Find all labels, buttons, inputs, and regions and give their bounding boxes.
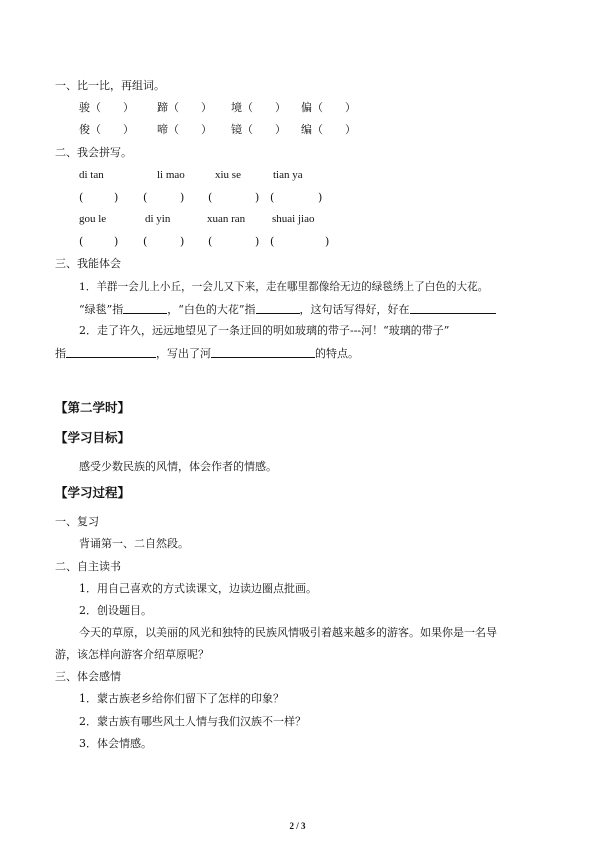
- lesson-title: 【第二学时】: [55, 400, 131, 415]
- pinyin-item: gou le: [79, 213, 107, 225]
- fill-label: “绿毯”指: [79, 303, 124, 316]
- answer-bracket-close: ): [255, 191, 260, 204]
- fill-label: ，“白色的大花”指: [167, 303, 256, 316]
- pinyin-item: tian ya: [273, 169, 303, 181]
- word-pair-item: 偏（ ）: [301, 101, 356, 114]
- paragraph-text: 今天的草原，以美丽的风光和独特的民族风情吸引着越来越多的游客。如果你是一名导: [79, 626, 497, 639]
- answer-bracket-close: ): [114, 191, 119, 204]
- goal-title: 【学习目标】: [55, 430, 131, 445]
- question-text: 1．羊群一会儿上小丘，一会儿又下来，走在哪里都像给无边的绿毯绣上了白色的大花。: [79, 281, 489, 293]
- step-heading: 二、自主读书: [55, 560, 121, 573]
- answer-bracket-open: (: [270, 235, 275, 248]
- answer-bracket-open: (: [208, 191, 213, 204]
- process-title: 【学习过程】: [55, 485, 131, 500]
- answer-bracket-open: (: [79, 191, 84, 204]
- answer-blank[interactable]: [66, 346, 156, 358]
- step-heading: 三、体会感情: [55, 670, 121, 683]
- answer-bracket-open: (: [143, 191, 148, 204]
- answer-bracket-close: ): [325, 235, 330, 248]
- word-pair-item: 镜（ ）: [231, 123, 286, 136]
- page-number: 2 / 3: [289, 821, 306, 831]
- step-item: 3．体会情感。: [79, 737, 152, 750]
- answer-bracket-open: (: [270, 191, 275, 204]
- step-heading: 一、复习: [55, 515, 99, 528]
- answer-blank[interactable]: [256, 302, 300, 314]
- answer-blank[interactable]: [123, 302, 167, 314]
- word-pair-item: 俊（ ）: [79, 123, 134, 136]
- answer-bracket-open: (: [208, 235, 213, 248]
- pinyin-item: shuai jiao: [272, 213, 315, 225]
- answer-blank[interactable]: [410, 302, 496, 314]
- word-pair-item: 境（ ）: [231, 101, 286, 114]
- paragraph-text: 游，该怎样向游客介绍草原呢？: [55, 648, 209, 661]
- answer-bracket-close: ): [255, 235, 260, 248]
- answer-bracket-close: ): [180, 235, 185, 248]
- question-fill-line: [79, 302, 496, 317]
- fill-label: 的特点。: [315, 347, 359, 360]
- step-text: 背诵第一、二自然段。: [79, 537, 189, 550]
- step-item: 1．蒙古族老乡给你们留下了怎样的印象？: [79, 692, 284, 705]
- word-pair-item: 蹄（ ）: [157, 101, 212, 114]
- pinyin-item: xiu se: [215, 169, 241, 181]
- answer-bracket-close: ): [318, 191, 323, 204]
- section-heading-spelling: 二、我会拼写。: [55, 146, 132, 159]
- answer-bracket-close: ): [114, 235, 119, 248]
- step-item: 2．创设题目。: [79, 604, 152, 617]
- fill-label: ，这句话写得好，好在: [299, 303, 410, 316]
- word-pair-item: 编（ ）: [301, 123, 356, 136]
- step-item: 2．蒙古族有哪些风土人情与我们汉族不一样？: [79, 715, 306, 728]
- question-fill-line: [55, 346, 359, 361]
- answer-bracket-open: (: [143, 235, 148, 248]
- fill-label: ，写出了河: [156, 347, 211, 360]
- word-pair-item: 啼（ ）: [157, 123, 212, 136]
- pinyin-item: xuan ran: [207, 213, 246, 225]
- question-text: 2．走了许久，远远地望见了一条迂回的明如玻璃的带子---河！“玻璃的带子”: [79, 324, 450, 337]
- section-heading-understand: 三、我能体会: [55, 257, 121, 270]
- pinyin-item: di tan: [79, 169, 104, 181]
- section-heading-compare: 一、比一比，再组词。: [55, 79, 165, 92]
- goal-text: 感受少数民族的风情，体会作者的情感。: [79, 460, 277, 473]
- fill-label: 指: [55, 347, 66, 360]
- pinyin-item: li mao: [157, 169, 185, 181]
- answer-blank[interactable]: [211, 346, 315, 358]
- pinyin-item: di yin: [145, 213, 171, 225]
- step-item: 1．用自己喜欢的方式读课文，边读边圈点批画。: [79, 582, 317, 595]
- word-pair-item: 骏（ ）: [79, 101, 134, 114]
- answer-bracket-open: (: [79, 235, 84, 248]
- answer-bracket-close: ): [180, 191, 185, 204]
